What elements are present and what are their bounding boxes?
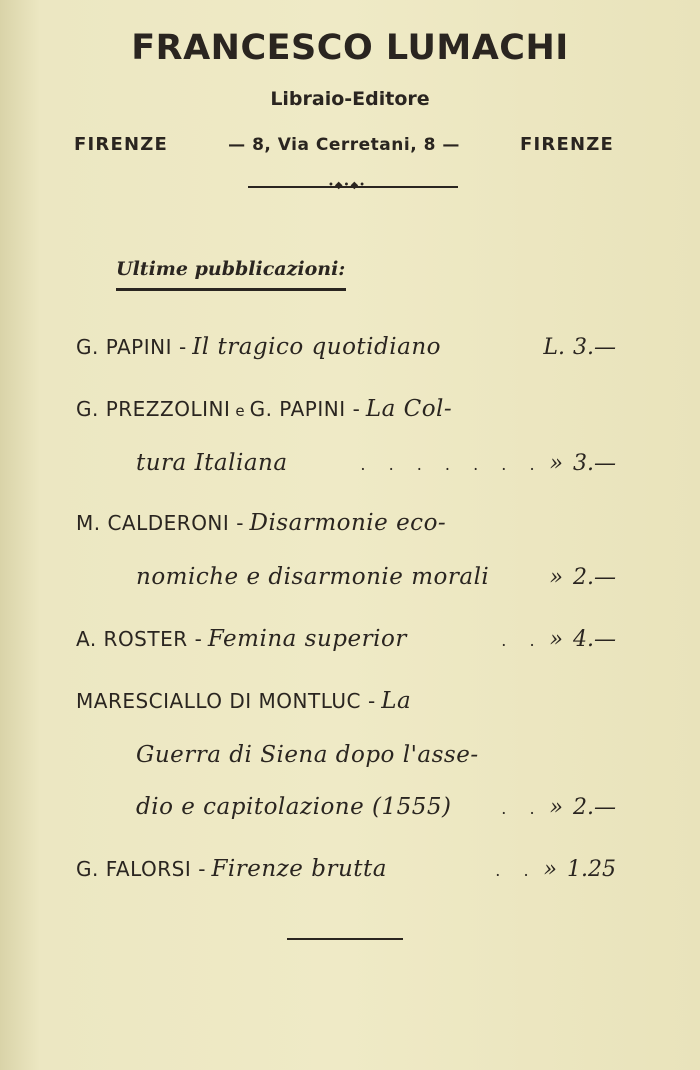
entry-author: G. PREZZOLINI [76,397,231,421]
entry-title-line1: La [381,688,412,714]
section-underline [116,288,346,291]
address-street: — 8, Via Cerretani, 8 — [228,135,460,155]
entry-title-line3: dio e capitolazione (1555) [136,794,452,820]
entry-conjunction: e [235,402,245,420]
entry-dash: - [236,511,244,535]
entry-price: 1.25 [567,857,616,882]
entry-leader-dots: . . [501,799,544,818]
entry-author-second: G. PAPINI [249,397,346,421]
entry-montluc-cont2 [136,794,616,834]
publisher-name: FRANCESCO LUMACHI [131,28,569,68]
publisher-subtitle: Libraio-Editore [270,88,430,110]
entry-papini [76,334,616,374]
entry-title-line1: Disarmonie eco- [249,510,447,536]
entry-title-line1: La Col- [365,396,453,422]
entry-price-prefix: » [543,857,558,882]
entry-author: M. CALDERONI [76,511,230,535]
entry-leader-dots: . . [501,631,544,650]
entry-price: 4.— [573,627,616,652]
entry-montluc [76,688,616,728]
ornament-dots: •◆•◆• [327,180,367,191]
entry-price-prefix: » [549,795,563,820]
address-city-left: FIRENZE [74,134,168,155]
closing-rule [287,938,403,940]
entry-author: G. FALORSI [76,857,192,881]
entry-title-line2: Guerra di Siena dopo l'asse- [136,742,479,768]
entry-title: Il tragico quotidiano [192,334,441,360]
entry-title-line2: tura Italiana [136,450,288,476]
entry-price-prefix: » [549,451,563,476]
entry-price-prefix: » [549,565,563,590]
entry-prezzolini-papini-cont [136,450,616,490]
entry-price-prefix: L. [543,335,565,360]
address-city-right: FIRENZE [520,134,614,155]
entry-title-line2: nomiche e disarmonie morali [136,564,490,590]
entry-price: 3.— [573,335,616,360]
entry-falorsi [76,856,616,896]
entry-calderoni-cont [136,564,616,604]
entry-dash: - [194,627,202,651]
entry-leader-dots: . . [495,861,538,880]
entry-price: 2.— [573,565,616,590]
entry-title: Femina superior [207,626,407,652]
entry-author: G. PAPINI [76,335,172,359]
section-heading: Ultime pubblicazioni: [116,258,346,280]
entry-dash: - [367,689,376,713]
entry-calderoni [76,510,616,550]
entry-prezzolini-papini [76,396,616,436]
entry-price: 2.— [573,795,616,820]
entry-author: MARESCIALLO DI MONTLUC [76,689,361,713]
entry-title: Firenze brutta [211,856,387,882]
entry-dash: - [179,335,187,359]
publisher-address [74,134,614,155]
entry-roster [76,626,616,666]
entry-leader-dots: . . . . . . . [360,455,544,474]
entry-author: A. ROSTER [76,627,188,651]
entry-dash: - [198,857,206,881]
entry-price: 3.— [573,451,616,476]
entry-price-prefix: » [549,627,563,652]
entry-dash: - [352,397,360,421]
entry-montluc-cont1 [136,742,616,782]
